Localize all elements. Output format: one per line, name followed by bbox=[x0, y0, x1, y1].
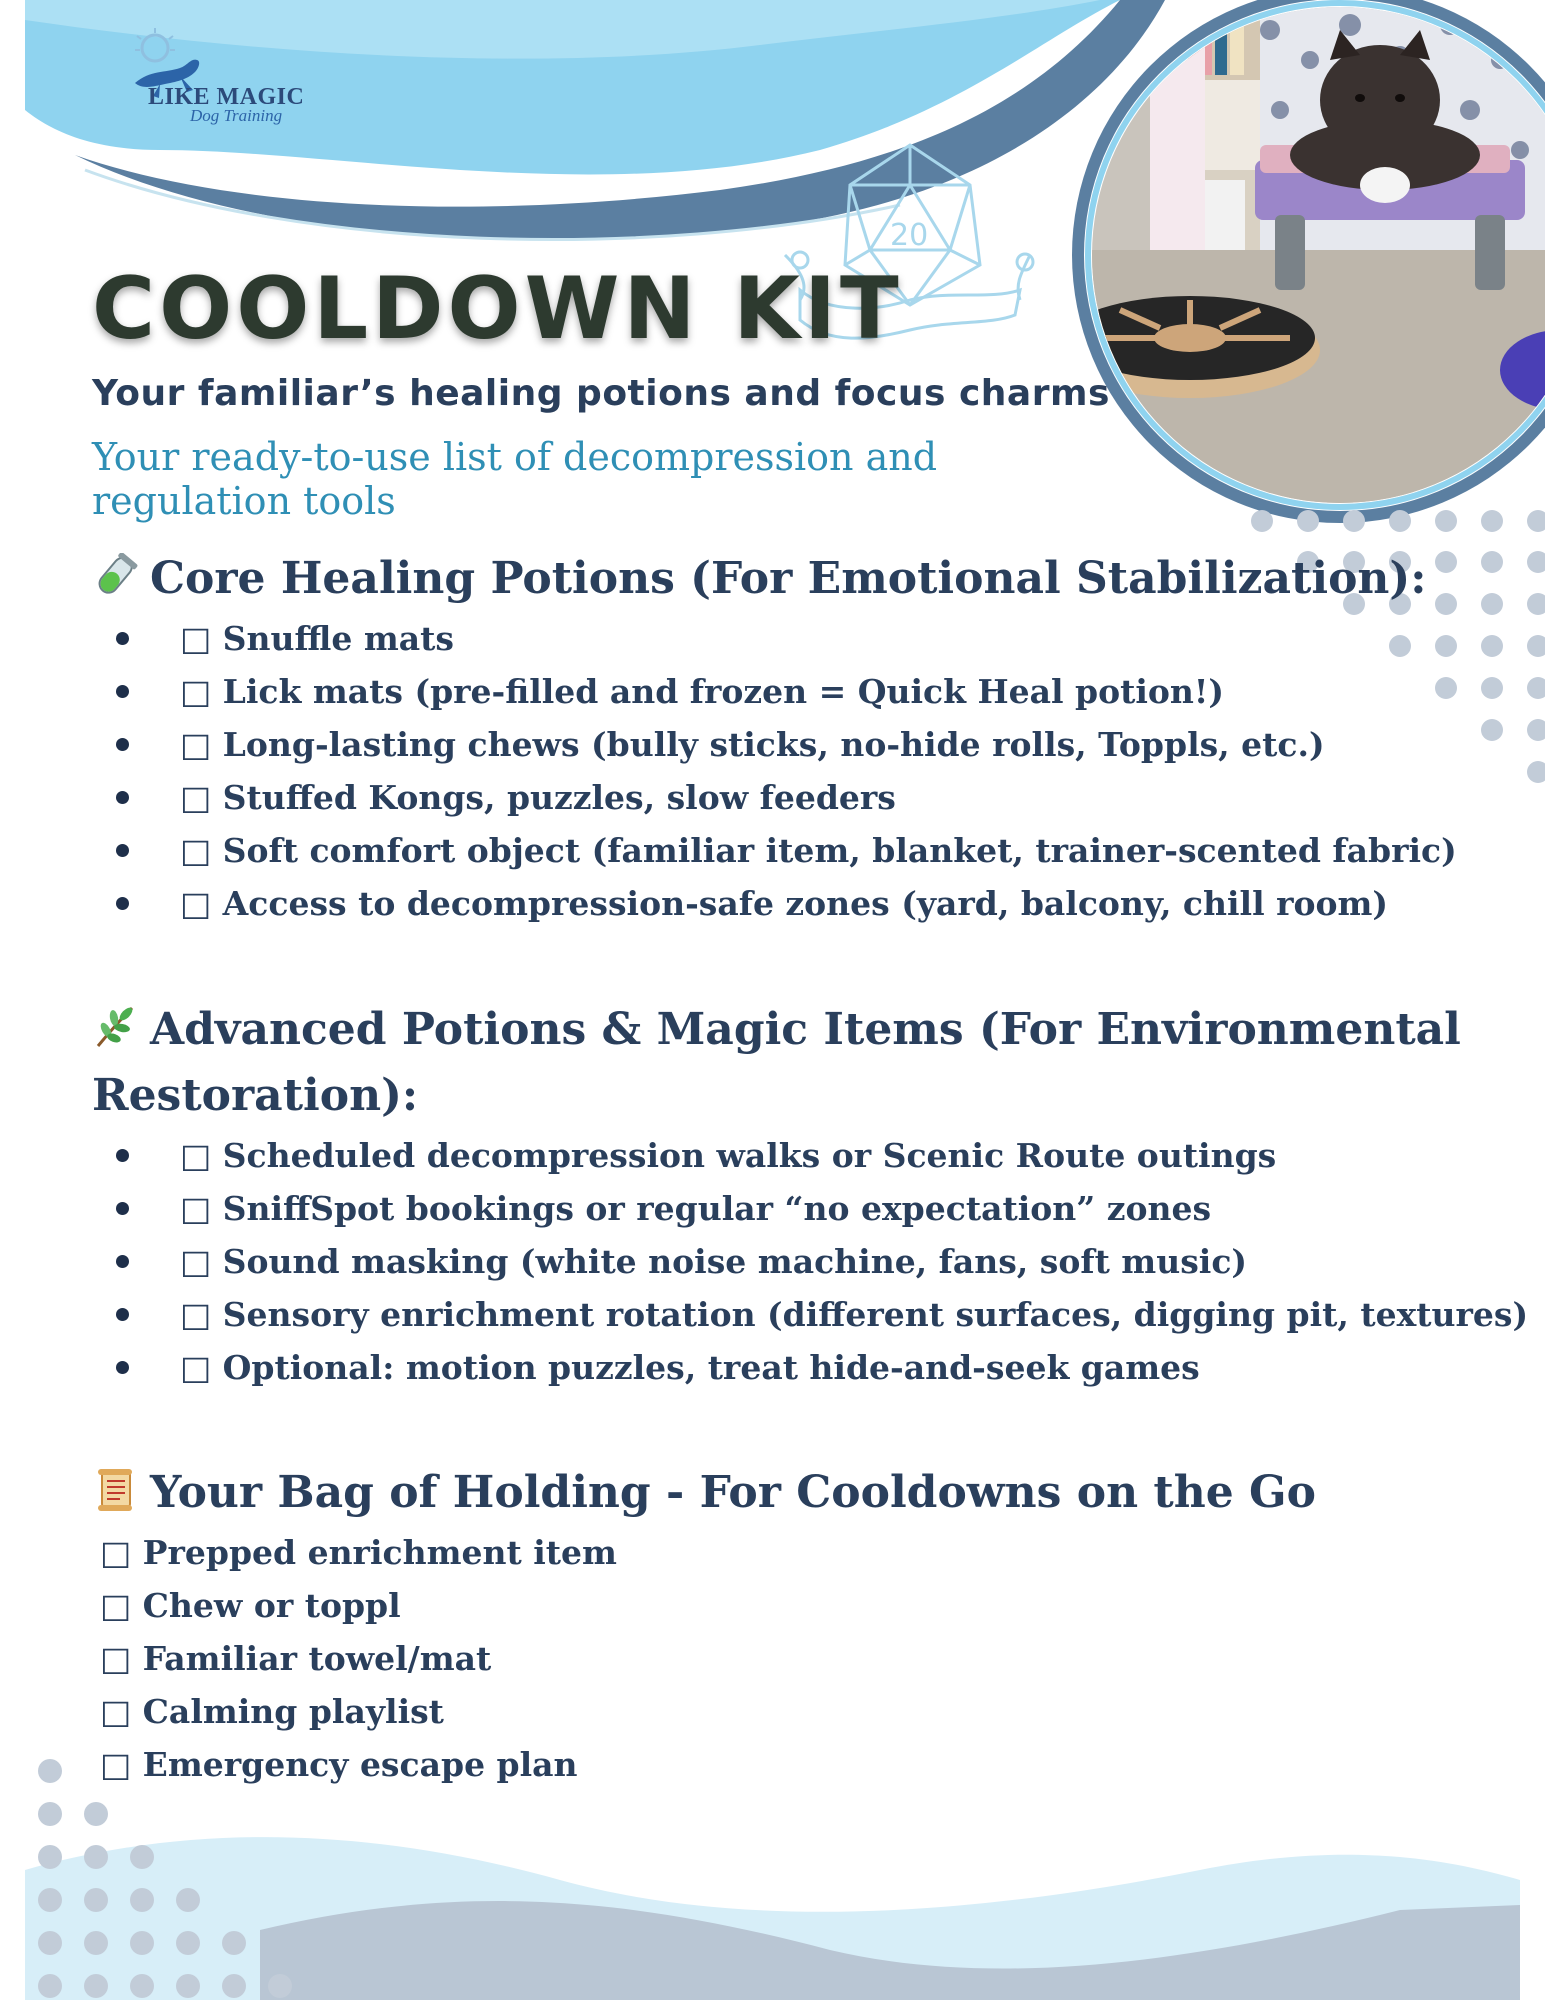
dog-photo bbox=[1060, 0, 1545, 530]
page-title: COOLDOWN KIT bbox=[92, 259, 903, 359]
section-heading-bag-of-holding bbox=[92, 1460, 1316, 1526]
advanced-potions-list bbox=[116, 1129, 1528, 1394]
list-item: □ Snuffle mats bbox=[116, 612, 1457, 665]
herb-sprig-icon bbox=[92, 1004, 138, 1050]
potion-vial-icon bbox=[92, 553, 138, 599]
brand-name: LIKE MAGIC bbox=[148, 84, 305, 110]
core-healing-list bbox=[116, 612, 1457, 930]
list-item: □ Long-lasting chews (bully sticks, no-hide rolls, Toppls, etc.) bbox=[116, 718, 1457, 771]
page-tagline: Your ready-to-use list of decompression and regulation tools bbox=[92, 435, 938, 523]
page-subtitle: Your familiar’s healing potions and focus charms bbox=[92, 373, 1110, 414]
section-heading-text: Advanced Potions & Magic Items (For Environmental bbox=[150, 1004, 1461, 1055]
section-heading-advanced-potions bbox=[92, 997, 1461, 1129]
brand-tagline: Dog Training bbox=[190, 106, 283, 125]
list-item: □ SniffSpot bookings or regular “no expectation” zones bbox=[116, 1182, 1528, 1235]
list-item: □ Calming playlist bbox=[100, 1692, 444, 1731]
list-item: □ Soft comfort object (familiar item, blanket, trainer-scented fabric) bbox=[116, 824, 1457, 877]
section-heading-core-healing bbox=[92, 546, 1426, 612]
list-item: □ Sound masking (white noise machine, fans, soft music) bbox=[116, 1235, 1528, 1288]
list-item: □ Emergency escape plan bbox=[100, 1745, 578, 1784]
list-item: □ Stuffed Kongs, puzzles, slow feeders bbox=[116, 771, 1457, 824]
list-item: □ Chew or toppl bbox=[100, 1586, 401, 1625]
scroll-icon bbox=[92, 1467, 138, 1513]
list-item: □ Sensory enrichment rotation (different surfaces, digging pit, textures) bbox=[116, 1288, 1528, 1341]
list-item: □ Access to decompression-safe zones (yard, balcony, chill room) bbox=[116, 877, 1457, 930]
list-item: □ Scheduled decompression walks or Scenic Route outings bbox=[116, 1129, 1528, 1182]
list-item: □ Prepped enrichment item bbox=[100, 1533, 617, 1572]
section-heading-text: Your Bag of Holding - For Cooldowns on the Go bbox=[150, 1467, 1316, 1518]
section-heading-text: Core Healing Potions (For Emotional Stabilization): bbox=[150, 553, 1427, 604]
dice-number: 20 bbox=[890, 218, 929, 253]
list-item: □ Familiar towel/mat bbox=[100, 1639, 492, 1678]
bag-of-holding-list bbox=[100, 1526, 617, 1791]
list-item: □ Optional: motion puzzles, treat hide-and-seek games bbox=[116, 1341, 1528, 1394]
list-item: □ Lick mats (pre-filled and frozen = Quick Heal potion!) bbox=[116, 665, 1457, 718]
section-heading-text-line2: Restoration): bbox=[92, 1070, 419, 1121]
